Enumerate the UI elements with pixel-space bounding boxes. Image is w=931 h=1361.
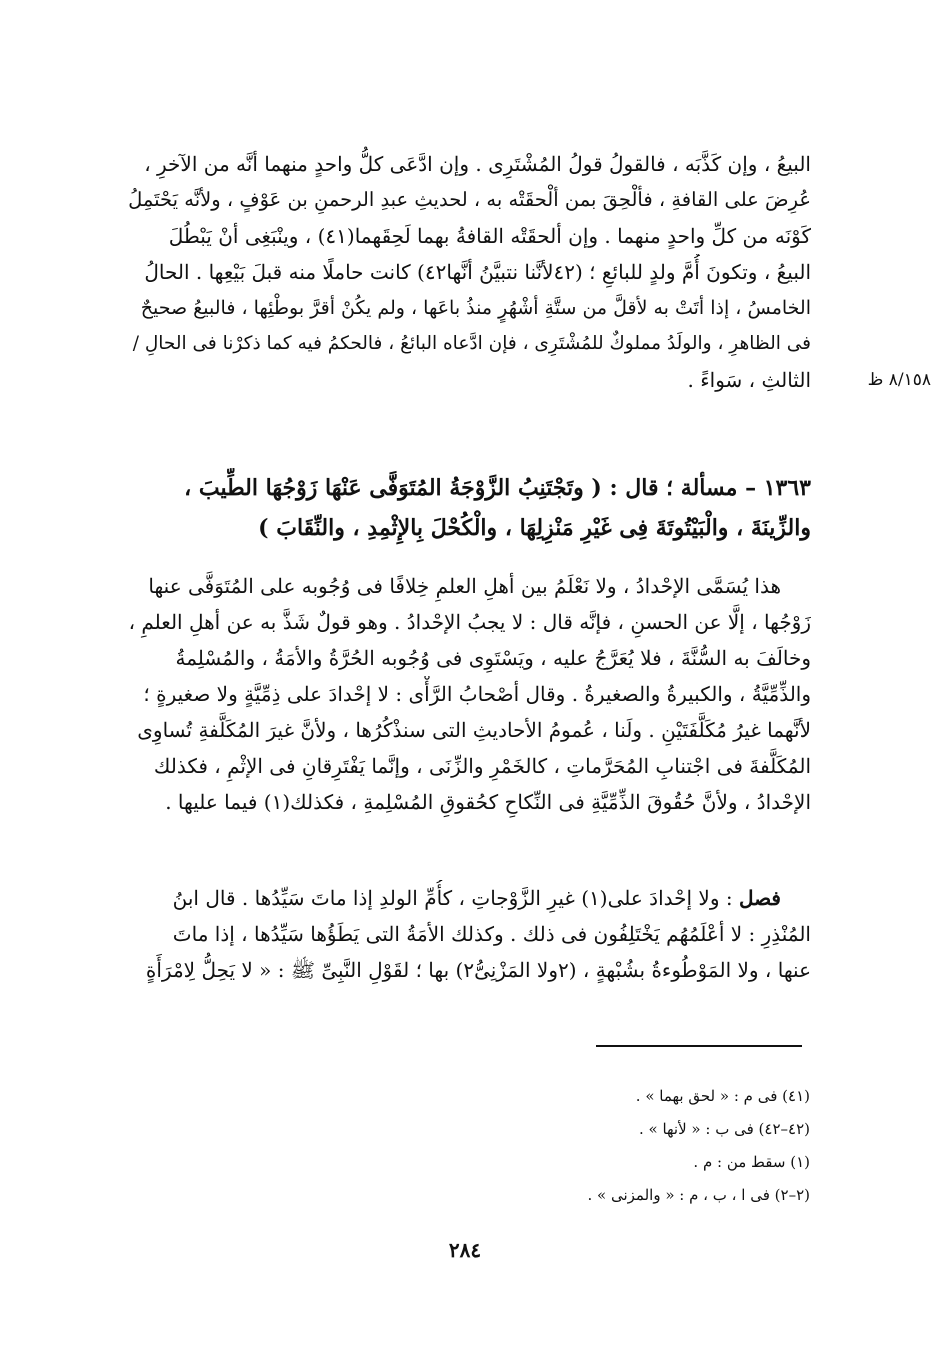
text-line: فصل : ولا إحْدادَ على(١) غيرِ الزَّوْجاتِ ، كأُمِّ الولدِ إذا ماتَ سَيِّدُها . قال ابنُ — [172, 886, 781, 910]
paragraph-ihdad — [125, 568, 811, 820]
footnote: (١) سقط من : م . — [693, 1153, 810, 1171]
margin-manuscript-reference: ٨/١٥٨ ظ — [867, 370, 931, 390]
text-line: كَوْنَه من كلِّ واحدٍ منهما . وإن ألحقَتْه القافةُ بهما لَحِقَهما(٤١) ، وينْبَغِى أنْ يَبْطُلَ — [168, 224, 811, 248]
text-line: الخامسُ ، إذا أتَتْ به لأقلَّ من ستَّةِ أشْهُرٍ منذُ باعَها ، ولم يكُنْ أقرَّ بوطْئِها ، فالبيعُ صحيحٌ — [140, 297, 811, 319]
text-line: المُكَلَّفةَ فى اجْتنابِ المُحَرَّماتِ ، كالخَمْرِ والزِّنَى ، وإنَّما يَفْتَرِقانِ فى الإثْمِ ، فكذلك — [153, 754, 811, 778]
text-line: فى الظاهرِ ، والولَدُ مملوكٌ للمُشْتَرِى ، فإن ادَّعاه البائعُ ، فالحكمُ فيه كما ذكرْنا فى الحالِ / — [132, 333, 811, 354]
text-line: وخالَفَ به السُّنَّةَ ، فلا يُعَرَّجُ عليه ، ويَسْتَوِى فى وُجُوبه الحُرَّةُ والأمَةُ ، والمُسْلِمةُ — [175, 646, 811, 670]
text-line: عنها ، ولا المَوْطُوءةُ بشُبْهةٍ ، (٢ولا المَزْنِىُّ٢) بها ؛ لقَوْلِ النَّبِىِّ ﷺ : « لا يَحِلُّ لِامْرَأَةٍ — [145, 958, 811, 982]
issue-heading — [125, 468, 811, 548]
footnotes — [400, 1080, 810, 1212]
heading-line: ١٣٦٣ – مسألة ؛ قال : ( وتَجْتَنِبُ الزَّوْجَةُ المُتَوَفَّى عَنْهَا زَوْجُهَا الطِّيبَ ، — [184, 475, 811, 501]
text-line: الإحْدادُ ، ولأنَّ حُقُوقَ الذِّمِّيَّةِ فى النِّكاحِ كحُقوقِ المُسْلِمةِ ، فكذلك(١) فيما عليها . — [165, 790, 811, 814]
footnote: (٢–٢) فى ا ، ب ، م : « والمزنى » . — [587, 1186, 810, 1204]
text-line: عُرِضَ على القافةِ ، فألْحِقَ بمن ألْحقَتْه به ، لحديثِ عبدِ الرحمنِ بن عَوْفٍ ، ولأنَّه يَحْتَمِلُ — [128, 188, 811, 211]
page-number: ٢٨٤ — [448, 1238, 482, 1262]
text-line: زَوْجُها ، إلَّا عن الحسنِ ، فإنَّه قال : لا يجبُ الإحْدادُ . وهو قولٌ شَذَّ به عن أهلِ العلمِ ، — [128, 610, 811, 634]
paragraph-fasl — [125, 880, 811, 988]
paragraph-previous-case — [125, 146, 811, 398]
footnote: (٤١) فى م : « لحق بهما » . — [635, 1087, 810, 1105]
text-line: هذا يُسَمَّى الإحْدادُ ، ولا نَعْلَمُ بين أهلِ العلمِ خِلافًا فى وُجُوبه على المُتَوَفَّى عنها — [148, 574, 781, 598]
text-line: البيعُ ، وإن كَذَّبَه ، فالقولُ قولُ المُشْتَرِى . وإن ادَّعَى كلُّ واحدٍ منهما أنَّه من الآخرِ ، — [144, 152, 811, 176]
text-line: المُنْذِرِ : لا أعْلَمُهُم يَخْتَلِفُون فى ذلك . وكذلك الأمَةُ التى يَطَؤُها سَيِّدُها ، إذا ماتَ — [172, 922, 811, 946]
text-line: الثالثِ ، سَواءً . — [687, 368, 811, 392]
heading-line: والزِّينَةَ ، والْبَيْتُوتَةَ فِى غَيْرِ مَنْزِلِهَا ، والْكُحْلَ بِالإِثْمِدِ ، والنِّقَابَ ) — [258, 515, 811, 541]
footnote: (٤٢–٤٢) فى ب : « لأنها » . — [638, 1120, 810, 1138]
footnote-divider — [596, 1045, 802, 1047]
text-line: البيعُ ، وتكونَ أُمَّ ولدٍ للبائعِ ؛ (٤٢لأنَّنا نتبيَّنُ أنَّها٤٢) كانت حاملًا منه قبلَ بَيْعِها . الحالُ — [144, 260, 811, 284]
text-line: والذِّمِّيَّةُ ، والكبيرةُ والصغيرةُ . وقال أصْحابُ الرَّأْى : لا إحْدادَ على ذِمِّيَّةٍ ولا صغيرةٍ ؛ — [143, 682, 811, 706]
text-line: لأنَّهما غيرُ مُكَلَّفَتَيْنِ . ولَنا ، عُمومُ الأحاديثِ التى سنذْكُرُها ، ولأنَّ غيرَ المُكَلَّفةِ تُساوِى — [137, 718, 811, 742]
bold-lead-word: فصل — [738, 886, 781, 910]
